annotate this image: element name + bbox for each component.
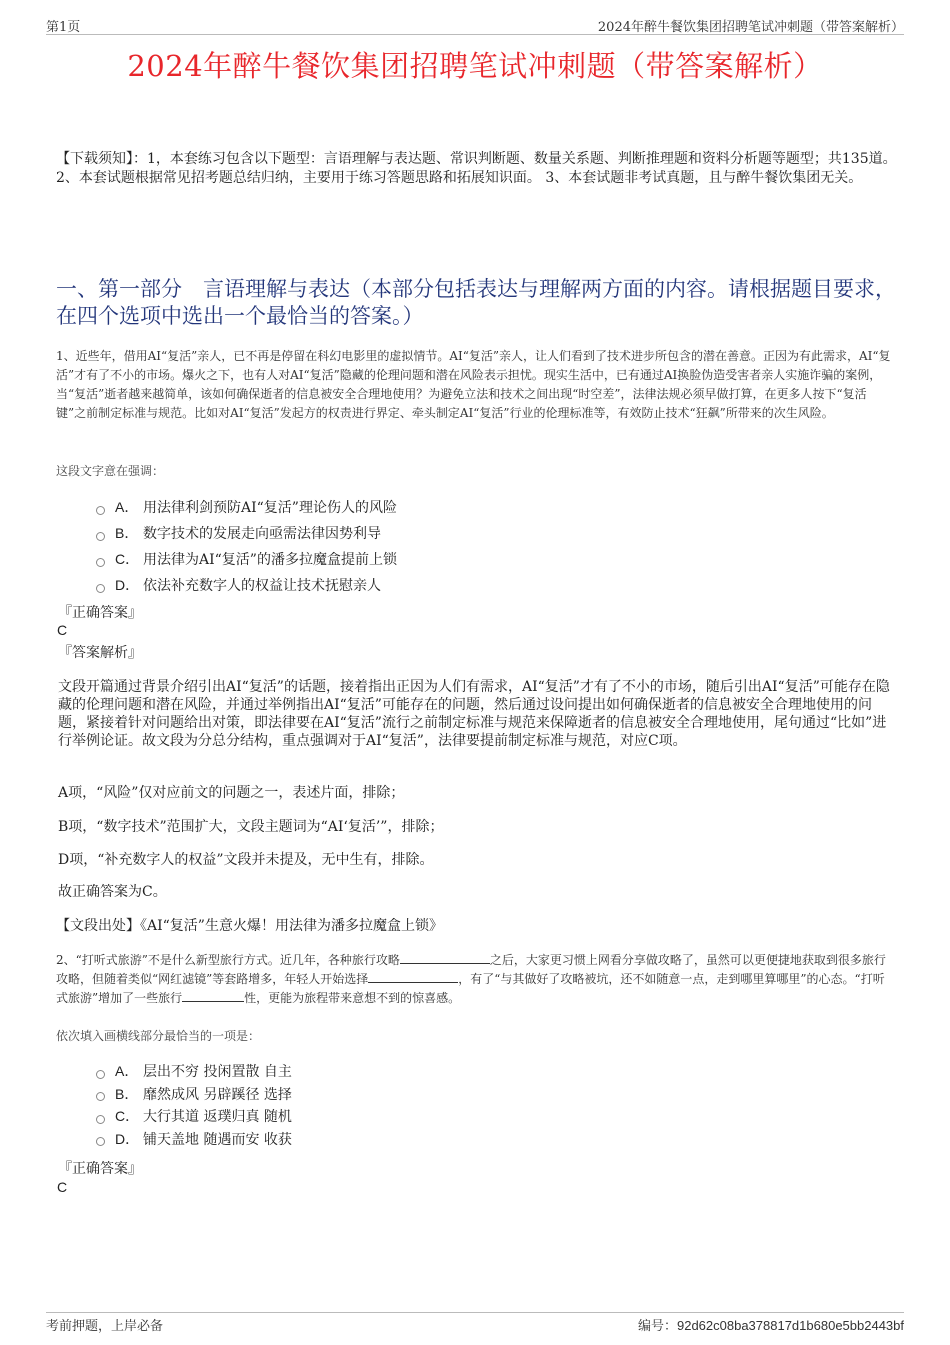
question-1-options <box>96 494 596 598</box>
option-b[interactable] <box>96 520 596 546</box>
question-2-text <box>56 951 896 1008</box>
page-title: 2024年醉牛餐饮集团招聘笔试冲刺题（带答案解析） <box>127 49 823 83</box>
analysis-text: 文段开篇通过背景介绍引出AI“复活”的话题，接着指出正因为人们有需求，AI“复活”才有了不小的市场，随后引出AI“复活”可能存在隐藏的伦理问题和潜在风险，并通过举例指出AI“复活”可能存在的问题，然后通过设问提出如何确保逝者的信息被安全合理地使用的问题，紧接着针对问题给出对策，即法律要在AI“复活”流行之前制定标准与规范来保障逝者的信息被安全合理地使用，尾句通过“比如”进行举例论证。故文段为分总分结构，重点强调对于AI“复活”，法律要提前制定标准与规范，对应C项。 <box>58 679 890 749</box>
question-2-options <box>96 1060 596 1150</box>
q2-part: 之后，大家更习惯上网看分享做攻略了，虽然可以更便捷地获取到很多旅行攻略，但随着类似“网红滤镜”等套路增多，年轻人开始选择 <box>56 953 886 986</box>
elimination-a: A项，“风险”仅对应前文的问题之一，表述片面，排除； <box>58 785 405 801</box>
section-heading: 一、第一部分 言语理解与表达（本部分包括表达与理解两方面的内容。请根据题目要求，在四个选项中选出一个最恰当的答案。） <box>56 277 896 328</box>
option-a[interactable] <box>96 494 596 520</box>
option-text: 铺天盖地 随遇而安 收获 <box>143 1131 292 1148</box>
download-notice: 【下载须知】：1，本套练习包含以下题型：言语理解与表达题、常识判断题、数量关系题、判断推理题和资料分析题等题型；共135道。 2、本套试题根据常见招考题总结归纳，主要用于练习答题思路和拓展知识面。 3、本套试题非考试真题，且与醉牛餐饮集团无关。 <box>56 151 897 186</box>
fill-blank-1[interactable] <box>400 951 490 964</box>
question-2-stem: 依次填入画横线部分最恰当的一项是： <box>56 1029 261 1043</box>
page-footer <box>46 1312 904 1334</box>
q2-part: 2、“打听式旅游”不是什么新型旅行方式。近几年，各种旅行攻略 <box>56 953 400 967</box>
correct-answer: C <box>57 622 68 638</box>
option-letter: C． <box>115 551 140 567</box>
option-d[interactable] <box>96 572 596 598</box>
option-letter: A． <box>115 499 139 515</box>
q2-part: 性，更能为旅程带来意想不到的惊喜感。 <box>244 991 461 1005</box>
option-text: 用法律利剑预防AI“复活”理论伤人的风险 <box>143 500 397 516</box>
question-1-stem: 这段文字意在强调： <box>56 464 165 478</box>
radio-icon[interactable] <box>96 1092 105 1101</box>
fill-blank-3[interactable] <box>182 989 244 1002</box>
fill-blank-2[interactable] <box>368 970 458 983</box>
option-a[interactable] <box>96 1060 596 1083</box>
answer-label: 『正确答案』 <box>58 1161 142 1177</box>
question-1-text: 1、近些年，借用AI“复活”亲人，已不再是停留在科幻电影里的虚拟情节。AI“复活”亲人，让人们看到了技术进步所包含的潜在善意。正因为有此需求，AI“复活”才有了不小的市场。爆火之下，也有人对AI“复活”隐藏的伦理问题和潜在风险表示担忧。现实生活中，已有通过AI换脸伪造受害者亲人实施诈骗的案例，当“复活”逝者越来越简单，该如何确保逝者的信息被安全合理地使用？为避免立法和技术之间出现“时空差”，法律法规必须早做打算，在更多人按下“复活键”之前制定标准与规范。比如对AI“复活”发起方的权责进行界定、牵头制定AI“复活”行业的伦理标准等，有效防止技术“狂飙”所带来的次生风险。 <box>56 349 891 420</box>
option-text: 依法补充数字人的权益让技术抚慰亲人 <box>143 578 381 594</box>
radio-icon[interactable] <box>96 558 105 567</box>
option-letter: D． <box>115 577 140 593</box>
conclusion: 故正确答案为C。 <box>58 884 167 900</box>
analysis-label: 『答案解析』 <box>58 645 142 661</box>
option-text: 数字技术的发展走向亟需法律因势利导 <box>143 526 381 542</box>
option-letter: B． <box>115 525 139 541</box>
option-text: 靡然成风 另辟蹊径 选择 <box>143 1086 292 1103</box>
radio-icon[interactable] <box>96 1137 105 1146</box>
correct-answer: C <box>57 1179 68 1195</box>
header-doc-title: 2024年醉牛餐饮集团招聘笔试冲刺题（带答案解析） <box>597 20 904 35</box>
option-text: 大行其道 返璞归真 随机 <box>143 1109 292 1126</box>
page-number: 第1页 <box>46 20 81 35</box>
option-letter: C． <box>115 1108 140 1125</box>
option-text: 用法律为AI“复活”的潘多拉魔盒提前上锁 <box>143 552 397 568</box>
option-b[interactable] <box>96 1083 596 1106</box>
elimination-b: B项，“数字技术”范围扩大，文段主题词为“AI‘复活’”，排除； <box>58 819 444 835</box>
option-c[interactable] <box>96 546 596 572</box>
option-letter: A． <box>115 1063 139 1080</box>
q2-part: ，有了“与其做好了攻略被坑，还不如随意一点，走到哪里算哪里”的心态。“打听式旅游”增加了一些旅行 <box>56 972 885 1005</box>
option-c[interactable] <box>96 1105 596 1128</box>
elimination-d: D项，“补充数字人的权益”文段并未提及，无中生有，排除。 <box>58 852 434 868</box>
document-id: 编号：92d62c08ba378817d1b680e5bb2443bf <box>637 1318 904 1333</box>
option-d[interactable] <box>96 1128 596 1151</box>
footer-slogan: 考前押题，上岸必备 <box>46 1319 164 1334</box>
option-letter: D． <box>115 1130 140 1147</box>
radio-icon[interactable] <box>96 506 105 515</box>
radio-icon[interactable] <box>96 1115 105 1124</box>
radio-icon[interactable] <box>96 1070 105 1079</box>
answer-label: 『正确答案』 <box>58 605 142 621</box>
radio-icon[interactable] <box>96 584 105 593</box>
radio-icon[interactable] <box>96 532 105 541</box>
source-citation: 【文段出处】《AI“复活”生意火爆！用法律为潘多拉魔盒上锁》 <box>56 918 443 934</box>
page-header <box>46 14 904 35</box>
option-text: 层出不穷 投闲置散 自主 <box>143 1064 292 1081</box>
option-letter: B． <box>115 1085 139 1102</box>
